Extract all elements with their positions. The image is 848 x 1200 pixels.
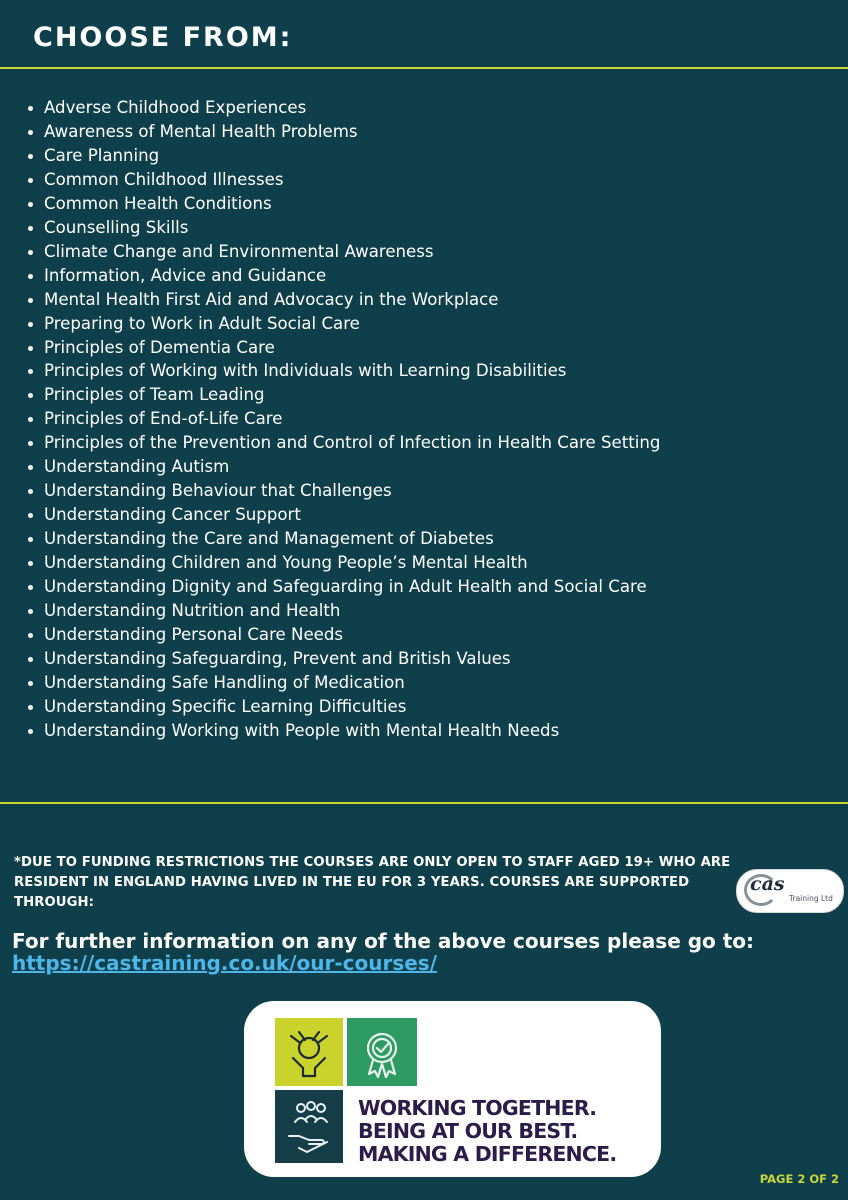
badge-tile-green xyxy=(347,1018,417,1086)
list-item: Adverse Childhood Experiences xyxy=(44,96,660,120)
course-list xyxy=(20,96,660,743)
list-item: Common Childhood Illnesses xyxy=(44,168,660,192)
list-item: Understanding the Care and Management of Diabetes xyxy=(44,527,660,551)
page-number: PAGE 2 OF 2 xyxy=(759,1172,839,1186)
list-item: Understanding Specific Learning Difficulties xyxy=(44,695,660,719)
middle-divider xyxy=(0,802,848,804)
list-item: Information, Advice and Guidance xyxy=(44,264,660,288)
list-item: Understanding Autism xyxy=(44,455,660,479)
list-item: Principles of Dementia Care xyxy=(44,336,660,360)
list-item: Mental Health First Aid and Advocacy in the Workplace xyxy=(44,288,660,312)
list-item: Understanding Personal Care Needs xyxy=(44,623,660,647)
list-item: Understanding Nutrition and Health xyxy=(44,599,660,623)
list-item: Counselling Skills xyxy=(44,216,660,240)
list-item: Care Planning xyxy=(44,144,660,168)
funding-note-line-2: RESIDENT IN ENGLAND HAVING LIVED IN THE EU FOR 3 YEARS. COURSES ARE SUPPORTED THROUGH: xyxy=(14,875,690,910)
list-item: Principles of End-of-Life Care xyxy=(44,407,660,431)
people-hand-icon xyxy=(275,1090,343,1163)
list-item: Understanding Safeguarding, Prevent and British Values xyxy=(44,647,660,671)
award-rosette-icon xyxy=(347,1018,417,1086)
further-info-text: For further information on any of the above courses please go to: xyxy=(12,929,755,953)
list-item: Common Health Conditions xyxy=(44,192,660,216)
list-item: Awareness of Mental Health Problems xyxy=(44,120,660,144)
list-item: Preparing to Work in Adult Social Care xyxy=(44,312,660,336)
list-item: Understanding Behaviour that Challenges xyxy=(44,479,660,503)
values-badge xyxy=(244,1001,661,1177)
top-divider xyxy=(0,67,848,69)
cas-logo-subtitle: Training Ltd xyxy=(789,894,833,903)
slogan-line-2: BEING AT OUR BEST. xyxy=(358,1119,578,1143)
funding-note-line-1: *DUE TO FUNDING RESTRICTIONS THE COURSES ARE ONLY OPEN TO STAFF AGED 19+ WHO ARE xyxy=(14,855,731,870)
list-item: Principles of Working with Individuals with Learning Disabilities xyxy=(44,359,660,383)
list-item: Understanding Working with People with Mental Health Needs xyxy=(44,719,660,743)
cas-logo-letters: cas xyxy=(750,873,785,895)
list-item: Climate Change and Environmental Awareness xyxy=(44,240,660,264)
list-item: Understanding Cancer Support xyxy=(44,503,660,527)
list-item: Understanding Children and Young People’s Mental Health xyxy=(44,551,660,575)
badge-tile-teal xyxy=(275,1090,343,1163)
list-item: Understanding Dignity and Safeguarding in Adult Health and Social Care xyxy=(44,575,660,599)
page-title: CHOOSE FROM: xyxy=(33,22,293,53)
list-item: Principles of Team Leading xyxy=(44,383,660,407)
badge-tile-yellow xyxy=(275,1018,343,1086)
list-item: Principles of the Prevention and Control of Infection in Health Care Setting xyxy=(44,431,660,455)
slogan-line-3: MAKING A DIFFERENCE. xyxy=(358,1142,617,1166)
funding-note xyxy=(14,853,734,913)
further-info xyxy=(12,930,754,974)
hands-together-icon xyxy=(275,1018,343,1086)
badge-slogan xyxy=(358,1097,616,1166)
cas-training-logo xyxy=(736,869,844,913)
slogan-line-1: WORKING TOGETHER. xyxy=(358,1096,597,1120)
courses-link[interactable]: https://castraining.co.uk/our-courses/ xyxy=(12,951,438,975)
list-item: Understanding Safe Handling of Medication xyxy=(44,671,660,695)
